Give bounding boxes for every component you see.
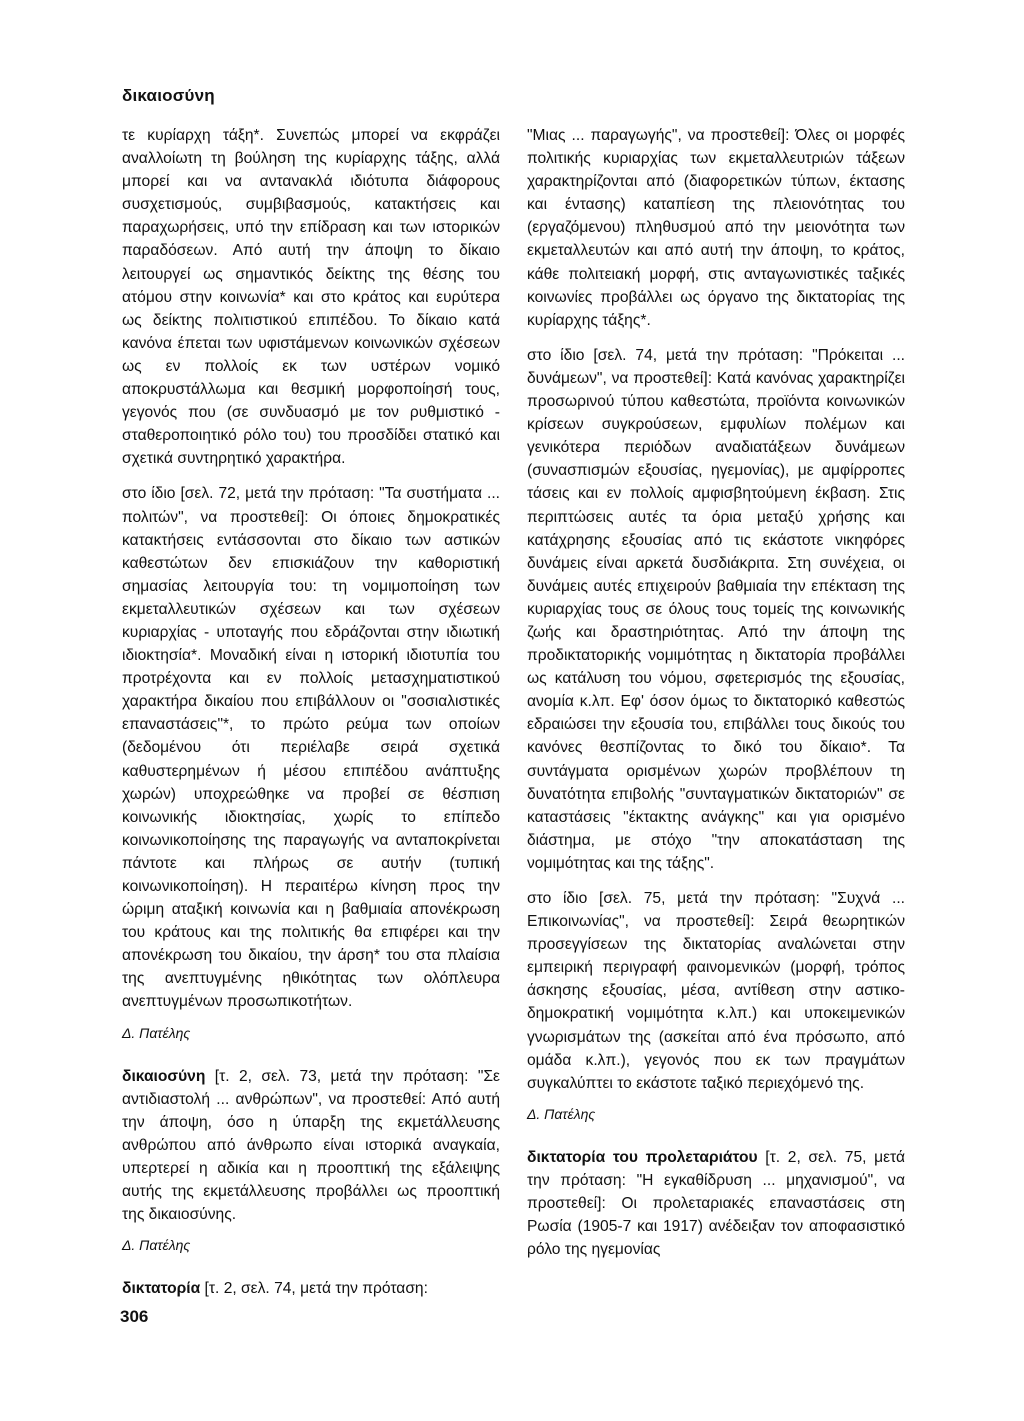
- right-column: [527, 124, 905, 1273]
- right-paragraph-2: στο ίδιο [σελ. 74, μετά την πρόταση: "Πρόκειται ... δυνάμεων", να προστεθεί]: Κατά κανόνας χαρακτηρίζει προσωρινού τύπου καθεστώτα, προϊόντα κοινωνικών κρίσεων συγκρούσεων, εμφυλίων πολέμων και γενικότερα περιόδων αναδιατάξεων δυνάμεων (συνασπισμών εξουσίας, ηγεμονίας), με αμφίρροπες τάσεις και εν πολλοίς αμφισβητούμενη έκβαση. Στις περιπτώσεις αυτές τα όρια μεταξύ χρήσης και κατάχρησης εξουσίας από τις εκάστοτε νικηφόρες δυνάμεις είναι αρκετά δυσδιάκριτα. Στη συνέχεια, οι δυνάμεις αυτές επιχειρούν βαθμιαία την επέκταση της κυριαρχίας τους σε όλους τους τομείς της κοινωνικής ζωής και δραστηριότητας. Από την άποψη της προδικτατορικής νομιμότητας η δικτατορία προβάλλει ως κατάλυση του νόμου, σφετερισμός της εξουσίας, ανομία κ.λπ. Εφ' όσον όμως το δικτατορικό καθεστώς εδραιώσει την εξουσία του, επιβάλλει τους δικούς του κανόνες θεσπίζοντας το δικό του δίκαιο*. Τα συντάγματα ορισμένων χωρών προβλέπουν τη δυνατότητα επιβολής "συνταγματικών δικτατοριών" σε καταστάσεις "έκτακτης ανάγκης" και για ορισμένο διάστημα, με στόχο "την αποκατάσταση της νομιμότητας και της τάξης".: [527, 346, 905, 872]
- entry-term: δικαιοσύνη: [122, 1067, 206, 1085]
- left-paragraph-1: τε κυρίαρχη τάξη*. Συνεπώς μπορεί να εκφράζει αναλλοίωτη τη βούληση της κυρίαρχης τάξης, αλλά μπορεί και να αντανακλά ιδιότυπα διάφορους συσχετισμούς, συμβιβασμούς, κατακτήσεις και παραχωρήσεις, υπό την επίδραση και των ιστορικών παραδόσεων. Από αυτή την άποψη το δίκαιο λειτουργεί ως σημαντικός δείκτης της θέσης του ατόμου στην κοινωνία* και στο κράτος και ευρύτερα ως δείκτης πολιτιστικού επιπέδου. Το δίκαιο κατά κανόνα έπεται των υφιστάμενων κοινωνικών σχέσεων ως εν πολλοίς εκ των υστέρων νομικό αποκρυστάλλωμα και θεσμική μορφοποίησή τους, γεγονός που (σε συνδυασμό με τον ρυθμιστικό - σταθεροποιητικό ρόλο του) του προσδίδει στατικό και σχετικά συντηρητικό χαρακτήρα.: [122, 127, 500, 468]
- entry-term: δικτατορία: [122, 1280, 201, 1298]
- left-paragraph-2: στο ίδιο [σελ. 72, μετά την πρόταση: "Τα συστήματα ... πολιτών", να προστεθεί]: Οι όποιες δημοκρατικές κατακτήσεις εντάσσονται στο δίκαιο των αστικών καθεστώτων δεν επισκιάζουν την καθοριστική σημασίας λειτουργία του: τη νομιμοποίηση των εκμεταλλευτικών σχέσεων και των σχέσεων κυριαρχίας - υποταγής που εδράζονται στην ιδιωτική ιδιοκτησία*. Μοναδική είναι η ιστορική ιδιοτυπία του προτρέχοντα και εν πολλοίς μετασχηματιστικού χαρακτήρα δικαίου που επιβάλλουν οι "σοσιαλιστικές επαναστάσεις"*, το πρώτο ρεύμα των οποίων (δεδομένου ότι περιέλαβε σειρά σχετικά καθυστερημένων ή μέσου επιπέδου ανάπτυξης χωρών) υποχρεώθηκε να προβεί σε θέσπιση κοινωνικής ιδιοκτησίας, χωρίς το επίπεδο κοινωνικοποίησης της παραγωγής να ανταποκρίνεται πάντοτε και πλήρως σε αυτήν (τυπική κοινωνικοποίηση). Η περαιτέρω κίνηση προς την ώριμη αταξική κοινωνία και η βαθμιαία απονέκρωση του κράτους και της πολιτικής θα επιφέρει και την απονέκρωση του δικαίου, την άρση* του στα πλαίσια της ανεπτυγμένης ηθικότητας των ολόπλευρα ανεπτυγμένων προσωπικοτήτων.: [122, 485, 500, 1011]
- entry-diktatoria-proletariatou: [527, 1146, 905, 1261]
- right-paragraph-1: "Μιας ... παραγωγής", να προστεθεί]: Όλες οι μορφές πολιτικής κυριαρχίας των εκμεταλλευτριών τάξεων χαρακτηρίζονται από (διαφορετικών τύπων, έκτασης και έντασης) καταπίεση της πλειονότητας του (εργαζόμενου) πληθυσμού από την μειονότητα των εκμεταλλευτών και από αυτή την άποψη, το κράτος, κάθε πολιτειακή μορφή, στις ανταγωνιστικές ταξικές κοινωνίες προβάλλει ως όργανο της δικτατορίας της κυρίαρχης τάξης*.: [527, 127, 905, 329]
- entry-term: δικτατορία του προλεταριάτου: [527, 1148, 758, 1166]
- right-paragraph-3: στο ίδιο [σελ. 75, μετά την πρόταση: "Συχνά ... Επικοινωνίας", να προστεθεί]: Σειρά θεωρητικών προσεγγίσεων της δικτατορίας αναλώνεται στην εμπειρική περιγραφή φαινομενικών (μορφή, τρόπος άσκησης εξουσίας, μέσα, αντίθεση στην αστικο-δημοκρατική νομιμότητα κ.λπ.) και υποκειμενικών γνωρισμάτων της (ασκείται από ένα πρόσωπο, από ομάδα κ.λπ.), γεγονός που εκ των πραγμάτων συγκαλύπτει το εκάστοτε ταξικό περιεχόμενό της.: [527, 890, 905, 1092]
- author-signature: Δ. Πατέλης: [527, 1105, 596, 1122]
- entry-dikaiosyni: [122, 1065, 500, 1227]
- author-signature: Δ. Πατέλης: [122, 1024, 191, 1041]
- entry-text: [τ. 2, σελ. 73, μετά την πρόταση: "Σε αντιδιαστολή ... ανθρώπων", να προστεθεί: Από αυτή την άποψη, όσο η ύπαρξη της εκμετάλλευσης ανθρώπου από άνθρωπο είναι ιστορικά αναγκαία, υπερτερεί η αδικία και η προοπτική της εξάλειψης αυτής της εκμετάλλευσης προβάλλει ως προοπτική της δικαιοσύνης.: [122, 1067, 500, 1224]
- left-column: [122, 124, 500, 1313]
- author-signature: Δ. Πατέλης: [122, 1237, 191, 1254]
- page-number: 306: [120, 1307, 149, 1326]
- entry-text: [τ. 2, σελ. 74, μετά την πρόταση:: [200, 1280, 428, 1298]
- running-head: δικαιοσύνη: [122, 86, 215, 105]
- entry-diktatoria: [122, 1277, 500, 1300]
- entry-text: [τ. 2, σελ. 75, μετά την πρόταση: "Η εγκαθίδρυση ... μηχανισμού", να προστεθεί]: Οι προλεταριακές επαναστάσεις στη Ρωσία (1905-7 και 1917) ανέδειξαν τον αποφασιστικό ρόλο της ηγεμονίας: [527, 1148, 906, 1259]
